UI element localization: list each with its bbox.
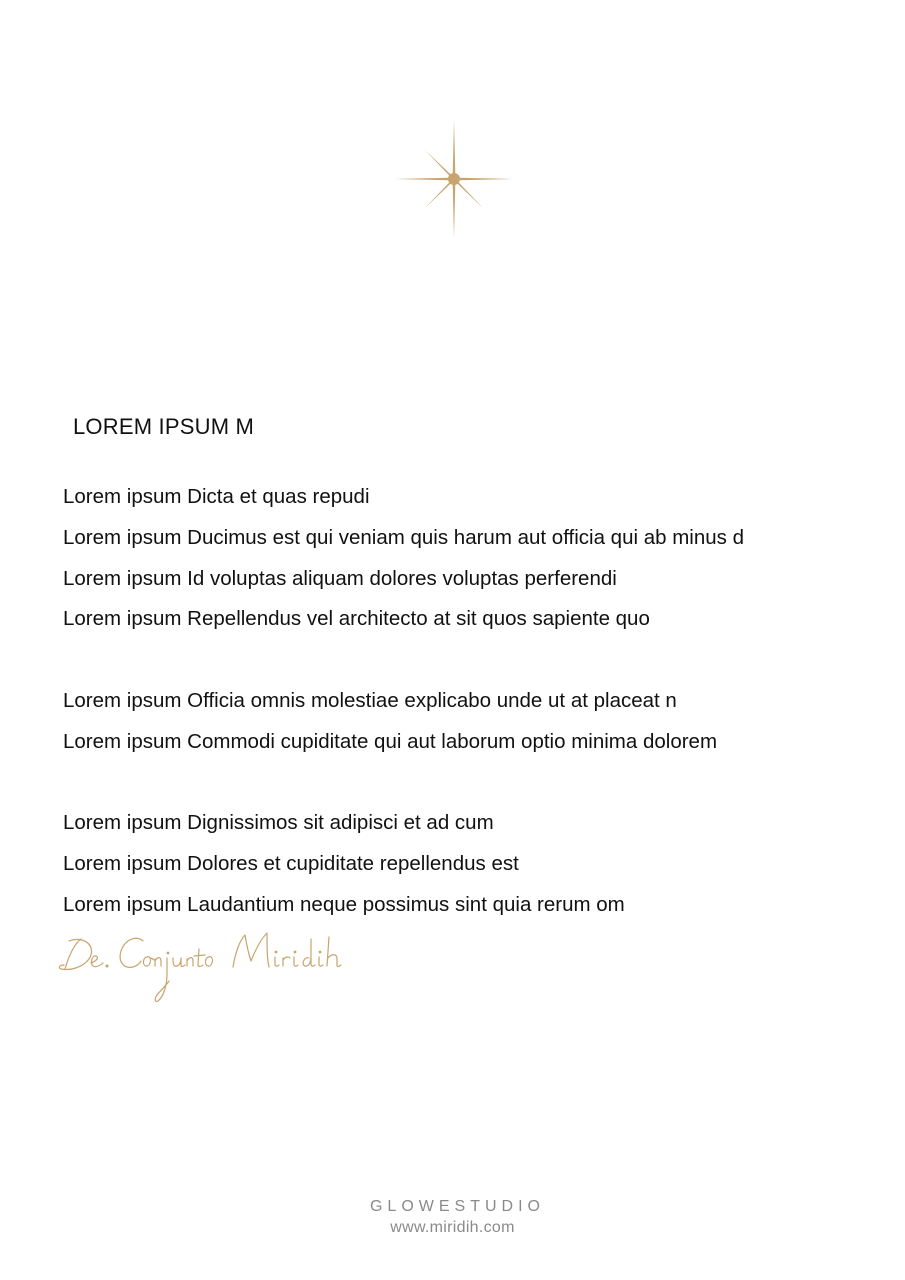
text-line: Lorem ipsum Dignissimos sit adipisci et ad cum bbox=[63, 811, 494, 835]
paragraph-gap bbox=[63, 763, 883, 804]
text-line: Lorem ipsum Id voluptas aliquam dolores voluptas perferendi bbox=[63, 566, 617, 590]
paragraph-gap bbox=[63, 640, 883, 681]
body-text bbox=[63, 477, 883, 926]
text-line: Lorem ipsum Commodi cupiditate qui aut laborum optio minima dolorem bbox=[63, 729, 718, 753]
text-line: Lorem ipsum Dolores et cupiditate repellendus est bbox=[63, 852, 519, 876]
text-line: Lorem ipsum Repellendus vel architecto at sit quos sapiente quo bbox=[63, 607, 650, 631]
website-url: www.miridih.com bbox=[390, 1219, 515, 1236]
brand-name: GLOWESTUDIO bbox=[369, 1198, 545, 1215]
text-line: Lorem ipsum Dicta et quas repudi bbox=[63, 485, 370, 508]
sparkle-star-icon bbox=[393, 118, 515, 240]
page-heading: LOREM IPSUM M bbox=[73, 414, 255, 439]
signature-image bbox=[55, 925, 375, 1015]
text-line: Lorem ipsum Laudantium neque possimus sint quia rerum om bbox=[63, 892, 625, 916]
text-line: Lorem ipsum Officia omnis molestiae explicabo unde ut at placeat n bbox=[63, 688, 677, 712]
text-line: Lorem ipsum Ducimus est qui veniam quis harum aut officia qui ab minus d bbox=[63, 525, 744, 549]
